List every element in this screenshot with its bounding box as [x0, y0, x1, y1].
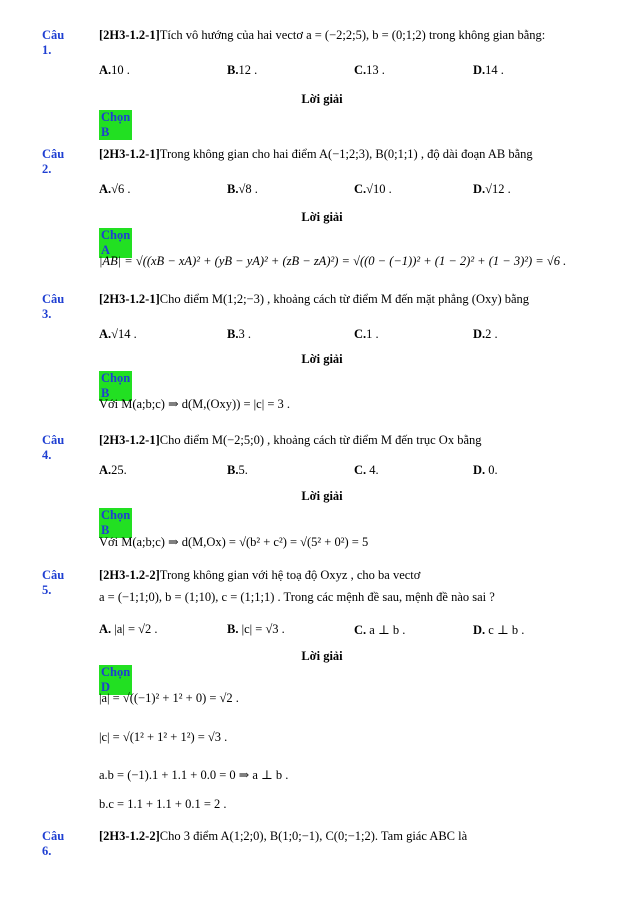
- question-stem: Cho điểm M(1;2;−3) , khoảng cách từ điểm M đến mặt phẳng (Oxy) bằng: [159, 292, 530, 306]
- solution-heading: Lời giải: [301, 210, 343, 224]
- option-c[interactable]: C. a ⊥ b .: [354, 623, 406, 637]
- solution-line: |AB| = √((xB − xA)² + (yB − yA)² + (zB − zA)²) = √((0 − (−1))² + (1 − 2)² + (1 − 3)²) = √6 .: [99, 254, 567, 268]
- question-number: Câu 5.: [42, 568, 65, 597]
- solution-line: |a| = √((−1)² + 1² + 0) = √2 .: [99, 691, 239, 705]
- question-text: [99, 147, 619, 162]
- question-tag: [2H3-1.2-1]: [99, 147, 160, 161]
- option-c[interactable]: C. 4.: [354, 463, 379, 477]
- question-number: Câu 1.: [42, 28, 65, 57]
- answer-choice: Chọn A: [101, 228, 131, 257]
- question-text: [99, 433, 619, 448]
- option-a[interactable]: A.√6 .: [99, 182, 131, 196]
- option-a[interactable]: A.√14 .: [99, 327, 137, 341]
- question-tag: [2H3-1.2-2]: [99, 568, 160, 582]
- option-b[interactable]: B.5.: [227, 463, 248, 477]
- question-text: [99, 28, 619, 43]
- solution-line: Với M(a;b;c) ⇒ d(M,Ox) = √(b² + c²) = √(5² + 0²) = 5: [99, 535, 369, 549]
- solution-line: Với M(a;b;c) ⇒ d(M,(Oxy)) = |c| = 3 .: [99, 397, 291, 411]
- option-b[interactable]: B.√8 .: [227, 182, 258, 196]
- solution-line: |c| = √(1² + 1² + 1²) = √3 .: [99, 730, 228, 744]
- question-stem-continued: a = (−1;1;0), b = (1;10), c = (1;1;1) . Trong các mệnh đề sau, mệnh đề nào sai ?: [99, 590, 495, 604]
- question-stem: Tích vô hướng của hai vectơ a = (−2;2;5), b = (0;1;2) trong không gian bằng:: [159, 28, 546, 42]
- option-d[interactable]: D.14 .: [473, 63, 504, 77]
- question-number: Câu 6.: [42, 829, 65, 858]
- answer-choice: Chọn B: [101, 110, 131, 139]
- option-d[interactable]: D. 0.: [473, 463, 498, 477]
- option-a[interactable]: A. |a| = √2 .: [99, 622, 158, 636]
- solution-heading: Lời giải: [301, 649, 343, 663]
- option-b[interactable]: B.12 .: [227, 63, 258, 77]
- answer-choice: Chọn D: [101, 665, 131, 694]
- solution-heading: Lời giải: [301, 489, 343, 503]
- question-text: [99, 829, 619, 844]
- question-text: [99, 292, 619, 307]
- question-stem: Trong không gian cho hai điểm A(−1;2;3), B(0;1;1) , độ dài đoạn AB bằng: [159, 147, 533, 161]
- solution-heading: Lời giải: [301, 92, 343, 106]
- question-stem: Cho điểm M(−2;5;0) , khoảng cách từ điểm M đến trục Ox bằng: [159, 433, 482, 447]
- solution-heading: Lời giải: [301, 352, 343, 366]
- answer-choice: Chọn B: [101, 371, 131, 400]
- question-text: [99, 568, 619, 583]
- question-tag: [2H3-1.2-2]: [99, 829, 160, 843]
- option-a[interactable]: A.25.: [99, 463, 127, 477]
- option-c[interactable]: C.1 .: [354, 327, 379, 341]
- question-stem: Trong không gian với hệ toạ độ Oxyz , cho ba vectơ: [159, 568, 421, 582]
- option-c[interactable]: C.√10 .: [354, 182, 392, 196]
- option-d[interactable]: D.2 .: [473, 327, 498, 341]
- question-tag: [2H3-1.2-1]: [99, 292, 160, 306]
- option-b[interactable]: B. |c| = √3 .: [227, 622, 285, 636]
- solution-line: a.b = (−1).1 + 1.1 + 0.0 = 0 ⇒ a ⊥ b .: [99, 768, 289, 782]
- option-b[interactable]: B.3 .: [227, 327, 251, 341]
- question-tag: [2H3-1.2-1]: [99, 433, 160, 447]
- option-a[interactable]: A.10 .: [99, 63, 130, 77]
- question-tag: [2H3-1.2-1]: [99, 28, 160, 42]
- question-number: Câu 3.: [42, 292, 65, 321]
- option-d[interactable]: D. c ⊥ b .: [473, 623, 525, 637]
- question-number: Câu 2.: [42, 147, 65, 176]
- option-d[interactable]: D.√12 .: [473, 182, 511, 196]
- answer-choice: Chọn B: [101, 508, 131, 537]
- option-c[interactable]: C.13 .: [354, 63, 385, 77]
- question-number: Câu 4.: [42, 433, 65, 462]
- question-stem: Cho 3 điểm A(1;2;0), B(1;0;−1), C(0;−1;2). Tam giác ABC là: [159, 829, 468, 843]
- solution-line: b.c = 1.1 + 1.1 + 0.1 = 2 .: [99, 797, 227, 811]
